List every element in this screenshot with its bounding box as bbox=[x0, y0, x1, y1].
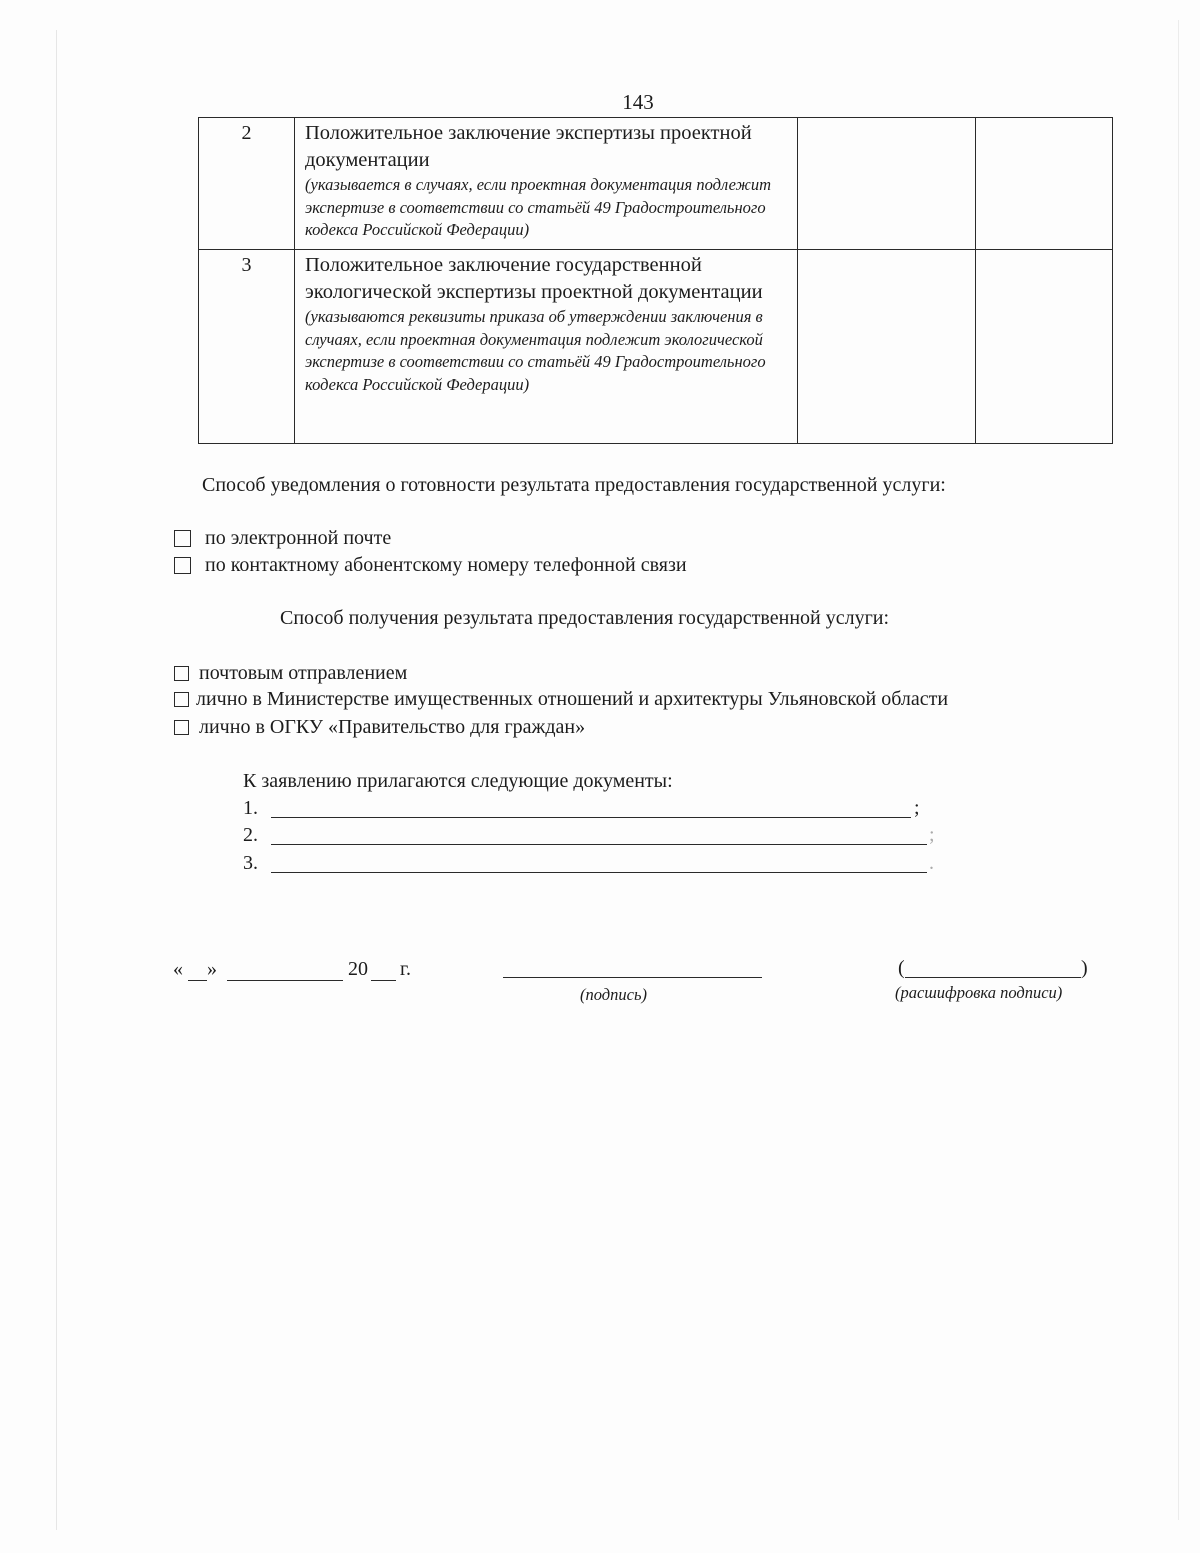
checkbox[interactable] bbox=[174, 557, 191, 574]
attachment-line[interactable] bbox=[271, 817, 911, 818]
option-label: по электронной почте bbox=[205, 527, 392, 549]
receipt-option-mail[interactable] bbox=[174, 662, 407, 685]
checkbox[interactable] bbox=[174, 692, 189, 707]
attachment-index: 3. bbox=[243, 852, 258, 874]
row-description bbox=[295, 118, 798, 250]
row-description bbox=[295, 250, 798, 444]
page-number: 143 bbox=[622, 90, 654, 114]
document-name: Положительное заключение экспертизы проектной документации bbox=[305, 122, 752, 171]
option-label: лично в Министерстве имущественных отношений и архитектуры Ульяновской области bbox=[196, 688, 949, 710]
attachment-end: ; bbox=[914, 797, 920, 819]
attachment-item[interactable] bbox=[243, 797, 943, 823]
table-row bbox=[199, 118, 1113, 250]
attachment-item[interactable] bbox=[243, 852, 943, 878]
year-suffix: г. bbox=[400, 958, 411, 980]
table-cell-empty[interactable] bbox=[798, 118, 976, 250]
date-quote-close: » bbox=[207, 958, 217, 980]
document-name: Положительное заключение государственной экологической экспертизы проектной документации bbox=[305, 254, 763, 303]
table-cell-empty[interactable] bbox=[976, 118, 1113, 250]
receipt-option-ministry[interactable] bbox=[174, 688, 948, 711]
attachment-line[interactable] bbox=[271, 844, 927, 845]
checkbox[interactable] bbox=[174, 666, 189, 681]
decryption-line[interactable] bbox=[905, 977, 1081, 978]
option-label: по контактному абонентскому номеру телефонной связи bbox=[205, 554, 687, 576]
attachment-line[interactable] bbox=[271, 872, 927, 873]
attachment-index: 1. bbox=[243, 797, 258, 819]
table-cell-empty[interactable] bbox=[976, 250, 1113, 444]
attachment-index: 2. bbox=[243, 824, 258, 846]
table-row bbox=[199, 250, 1113, 444]
table-cell-empty[interactable] bbox=[798, 250, 976, 444]
notification-method-title: Способ уведомления о готовности результата предоставления государственной услуги: bbox=[202, 474, 946, 496]
document-note: (указываются реквизиты приказа об утверждении заключения в случаях, если проектная документация подлежит экологической экспертизе в соответствии со статьёй 49 Градостроительного кодекса Российской Федерации) bbox=[305, 307, 766, 394]
receipt-method-title: Способ получения результата предоставления государственной услуги: bbox=[280, 607, 890, 629]
attachment-item[interactable] bbox=[243, 824, 943, 850]
receipt-option-ogku[interactable] bbox=[174, 716, 585, 739]
checkbox[interactable] bbox=[174, 530, 191, 547]
documents-table bbox=[198, 117, 1113, 444]
month-line[interactable] bbox=[227, 980, 343, 981]
option-label: лично в ОГКУ «Правительство для граждан» bbox=[199, 716, 586, 738]
option-label: почтовым отправлением bbox=[199, 662, 408, 684]
row-number: 3 bbox=[199, 250, 295, 444]
signature-caption: (подпись) bbox=[580, 985, 647, 1004]
scan-edge-left bbox=[56, 30, 57, 1530]
document-note: (указывается в случаях, если проектная документация подлежит экспертизе в соответствии со статьёй 49 Градостроительного кодекса Российской Федерации) bbox=[305, 175, 772, 239]
year-line[interactable] bbox=[371, 980, 396, 981]
notification-option-email[interactable] bbox=[174, 527, 391, 550]
notification-option-phone[interactable] bbox=[174, 554, 687, 577]
paren-close: ) bbox=[1081, 957, 1088, 979]
scan-edge-right bbox=[1178, 20, 1179, 1520]
decryption-caption: (расшифровка подписи) bbox=[895, 983, 1063, 1002]
row-number: 2 bbox=[199, 118, 295, 250]
date-quote-open: « bbox=[173, 958, 183, 980]
paren-open: ( bbox=[898, 957, 905, 979]
signature-line[interactable] bbox=[503, 977, 762, 978]
attachment-end: ; bbox=[929, 824, 935, 846]
checkbox[interactable] bbox=[174, 720, 189, 735]
attachment-end: . bbox=[929, 852, 934, 874]
year-prefix: 20 bbox=[348, 958, 368, 980]
day-line[interactable] bbox=[188, 980, 207, 981]
attachments-title: К заявлению прилагаются следующие документы: bbox=[243, 770, 673, 792]
